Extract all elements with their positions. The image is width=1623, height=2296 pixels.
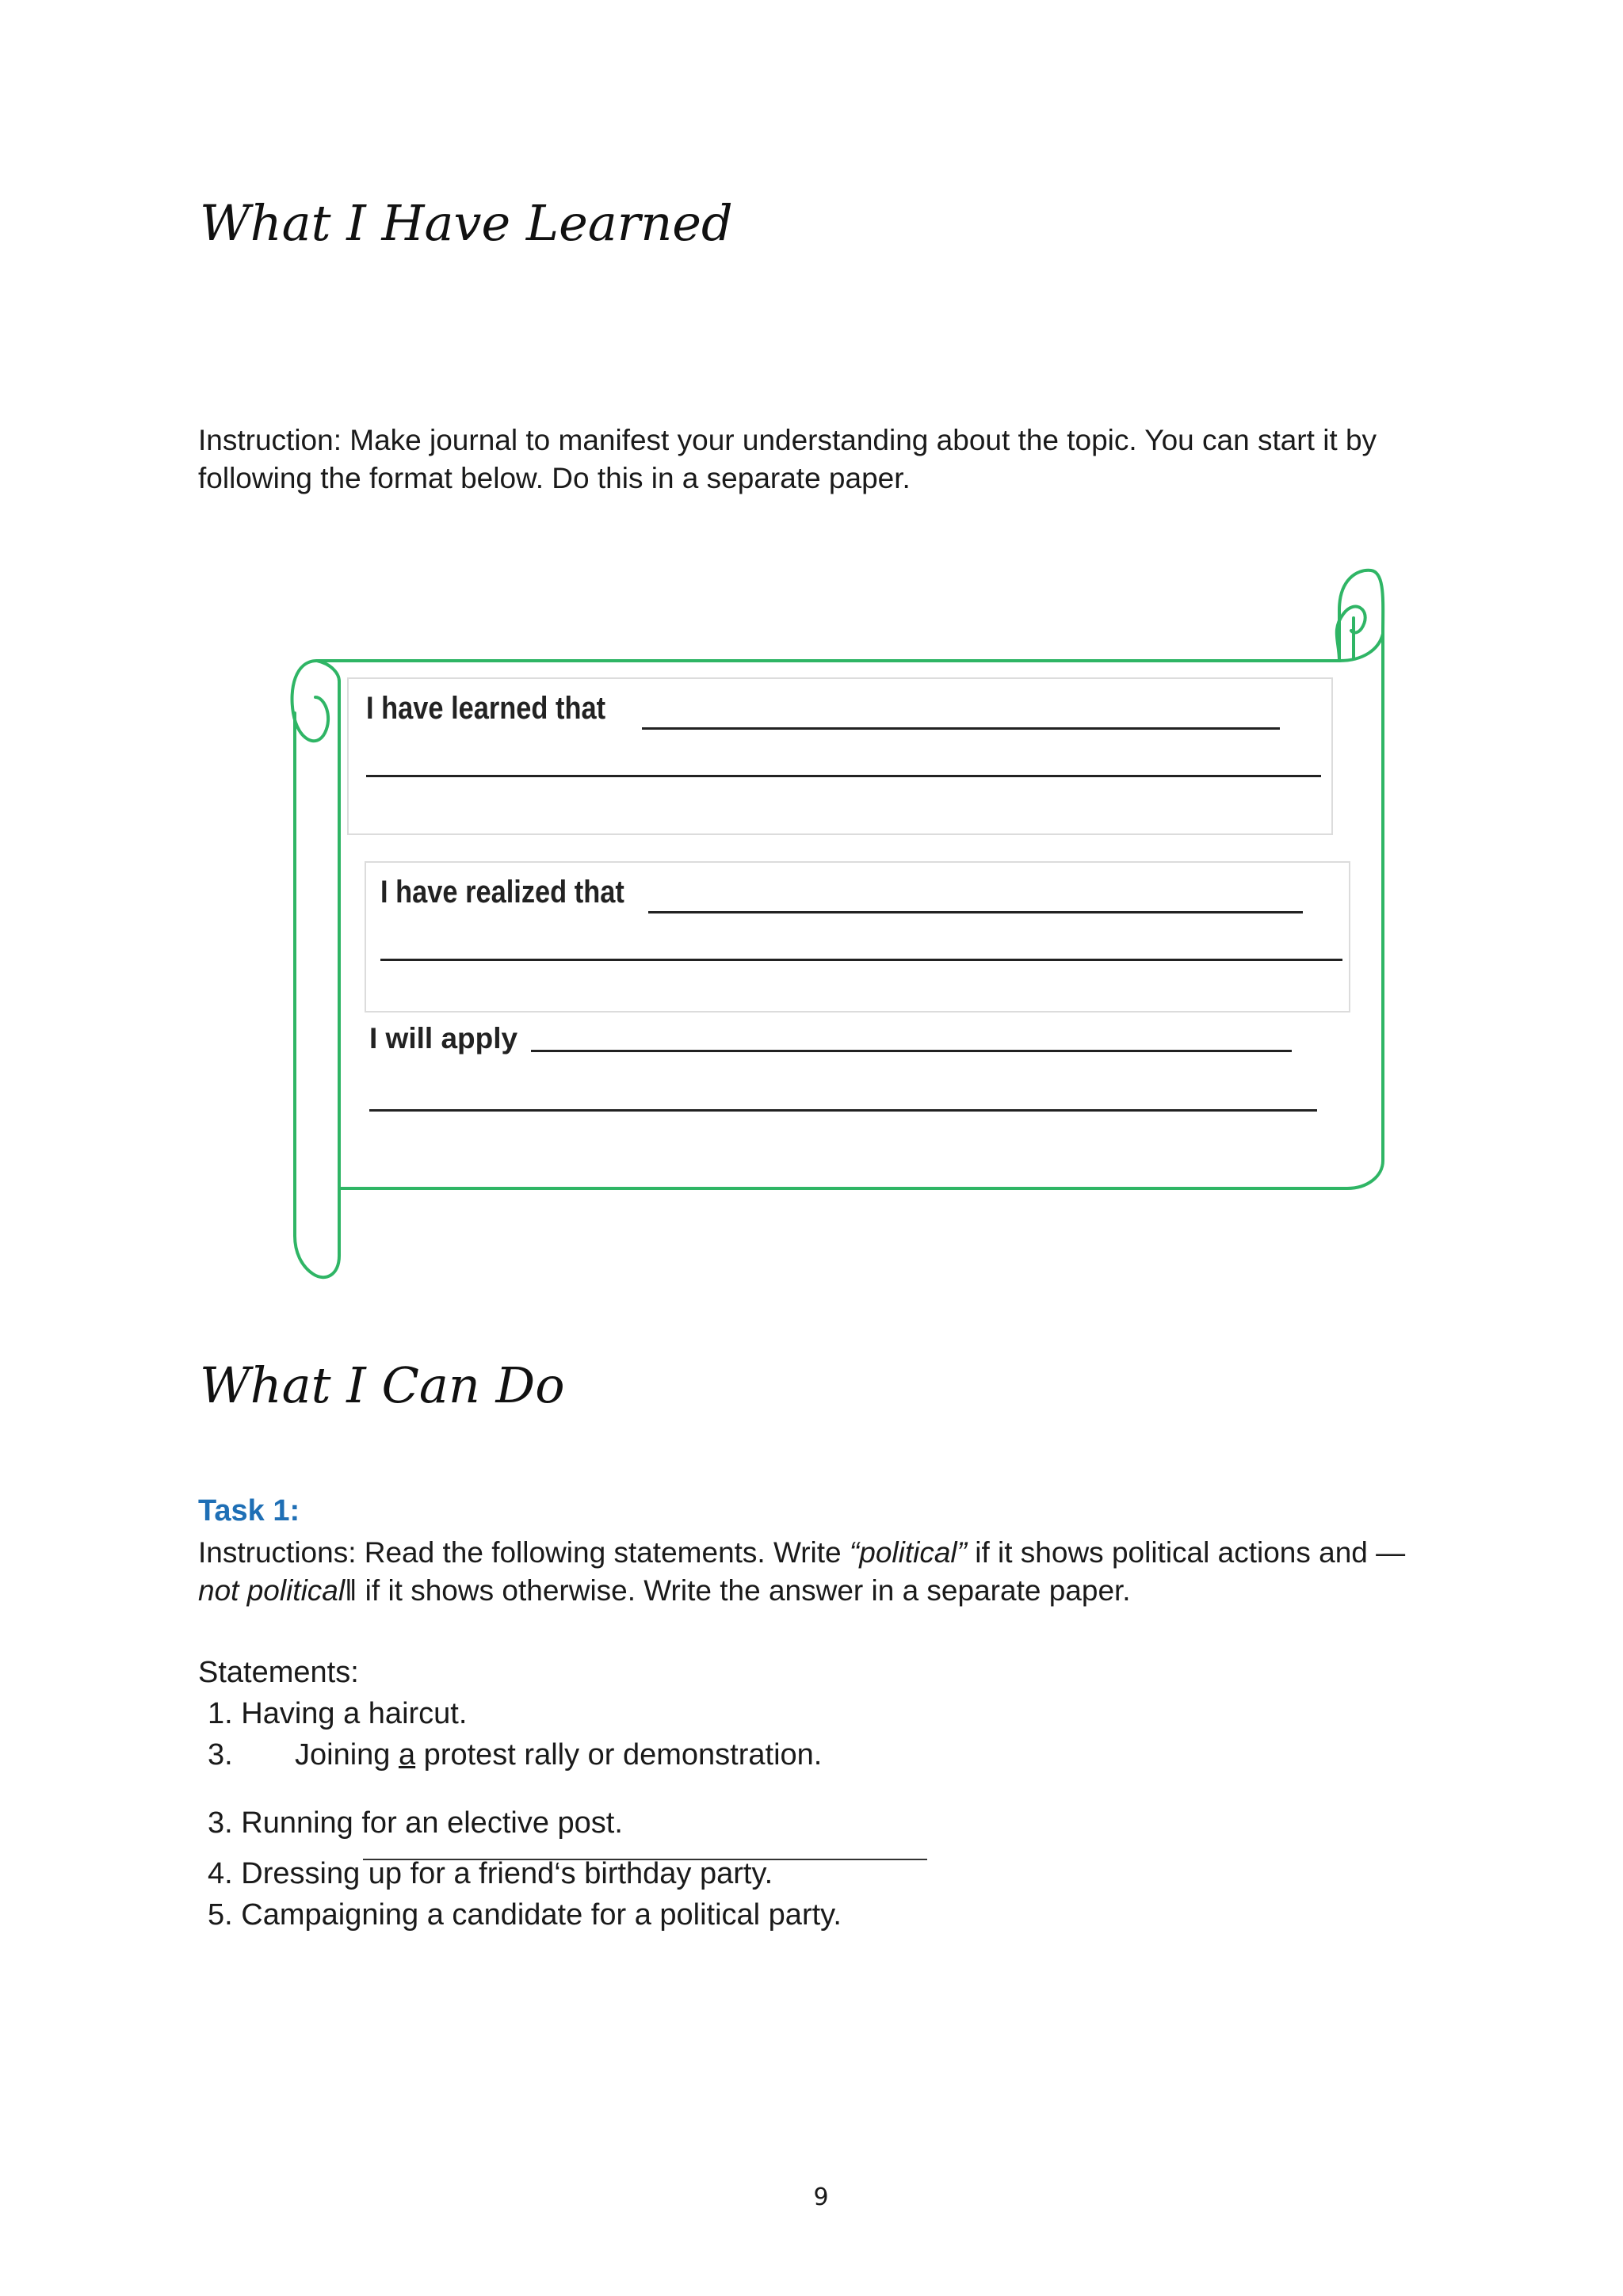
journal-instruction: Instruction: Make journal to manifest your understanding about the topic. You can start it by following the format below. Do this in a separate paper.	[198, 424, 1377, 494]
learned-answer-line-2[interactable]	[366, 775, 1321, 777]
apply-answer-line-2[interactable]	[369, 1109, 1317, 1112]
statement-number: 4.	[208, 1857, 233, 1890]
learned-answer-line-1[interactable]	[642, 727, 1280, 730]
statement-text: Dressing up for a friend‘s birthday party.	[241, 1857, 773, 1890]
section-title-what-i-have-learned: What I Have Learned	[200, 194, 733, 252]
apply-prompt: I will apply	[369, 1022, 518, 1055]
statement-item	[208, 1806, 623, 1840]
statement-number: 1.	[208, 1697, 233, 1730]
task-label: Task 1:	[198, 1494, 300, 1527]
statement-text: Campaigning a candidate for a political party.	[241, 1898, 842, 1932]
statement-text: protest rally or demonstration.	[415, 1738, 823, 1772]
page-number: 9	[813, 2183, 829, 2211]
statement-item	[208, 1857, 773, 1891]
section-title-what-i-can-do: What I Can Do	[200, 1356, 565, 1414]
statement-number: 5.	[208, 1898, 233, 1932]
instruction-political: “political”	[849, 1536, 967, 1569]
statement-text: Joining	[295, 1738, 399, 1772]
learned-prompt: I have learned that	[366, 691, 606, 726]
statement-text: Running for an elective post.	[241, 1806, 623, 1840]
realized-prompt: I have realized that	[380, 875, 624, 910]
realized-answer-line-1[interactable]	[648, 911, 1303, 913]
instruction-text-3: ‖ if it shows otherwise. Write the answer in a separate paper.	[345, 1574, 1131, 1607]
apply-answer-line-1[interactable]	[531, 1050, 1292, 1052]
task-instruction	[198, 1534, 1434, 1610]
instruction-not-political: not political	[198, 1574, 346, 1607]
realized-answer-line-2[interactable]	[380, 959, 1342, 961]
statement-text: Having a haircut.	[241, 1697, 468, 1730]
statements-label: Statements:	[198, 1656, 359, 1689]
statement-number: 3.	[208, 1738, 233, 1772]
statement-underlined-text: a	[398, 1738, 416, 1772]
statement-item	[208, 1898, 842, 1932]
instruction-text-2: if it shows political actions and —	[966, 1536, 1406, 1569]
instruction-text-1: Instructions: Read the following statements. Write	[198, 1536, 850, 1569]
statement-number: 3.	[208, 1806, 233, 1840]
statement-item	[208, 1738, 822, 1772]
statement-item	[208, 1697, 467, 1731]
